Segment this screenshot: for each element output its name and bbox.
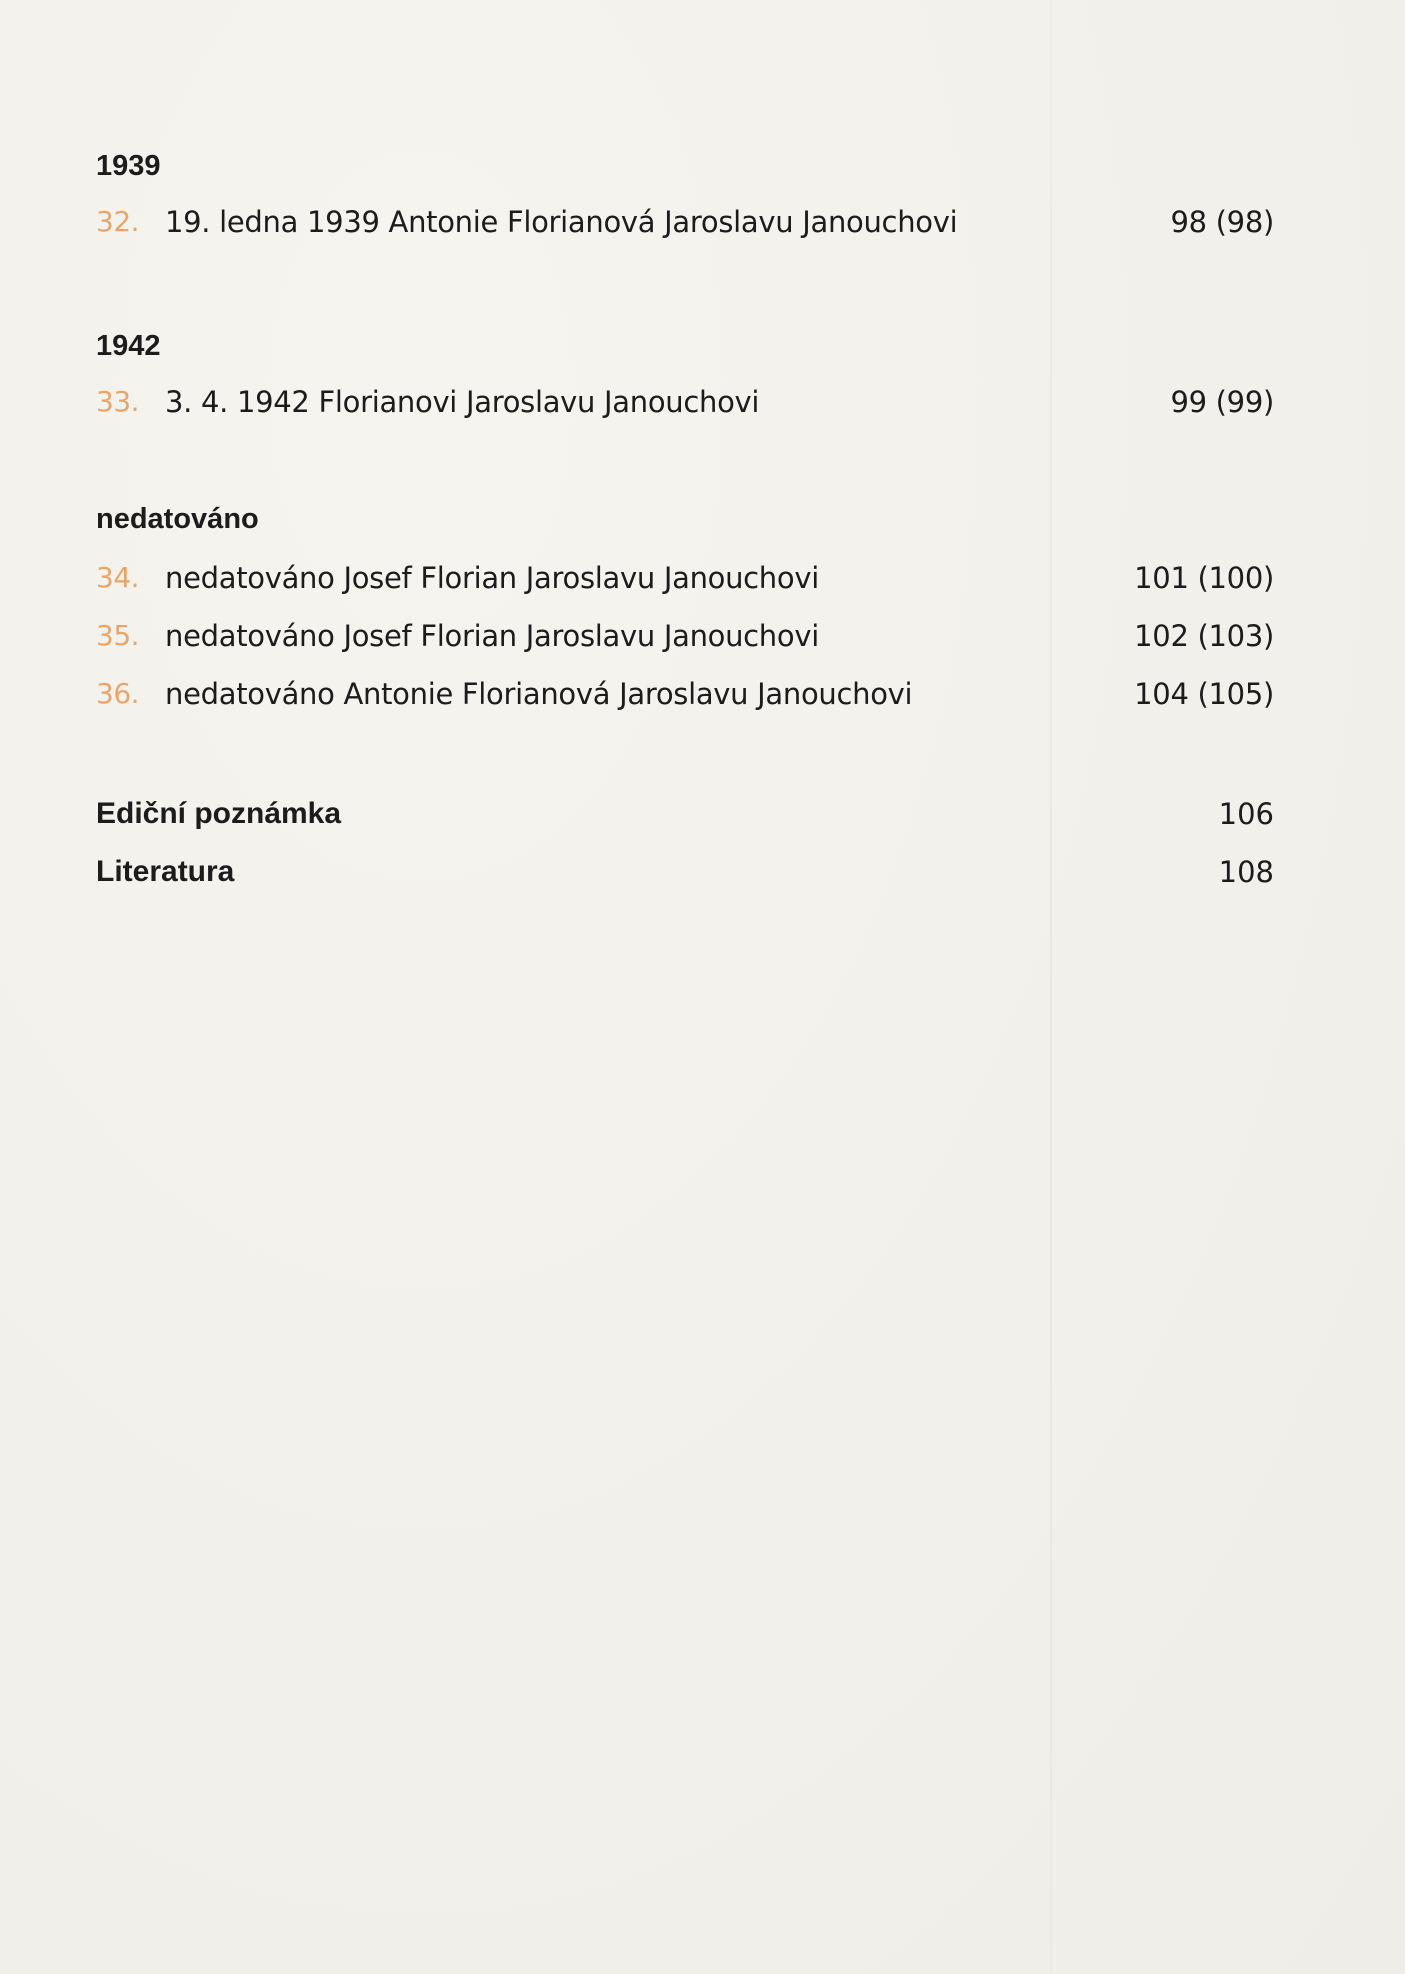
entry-page: 108 xyxy=(1218,855,1274,889)
toc-entry-editorial-note[interactable] xyxy=(96,797,1274,837)
entry-number: 35. xyxy=(96,619,140,652)
entry-page: 104 (105) xyxy=(1134,677,1274,711)
entry-title: Ediční poznámka xyxy=(96,797,342,830)
toc-entry[interactable] xyxy=(96,619,1274,659)
section-heading-undated: nedatováno xyxy=(96,503,259,535)
entry-page: 106 xyxy=(1218,797,1274,831)
toc-entry-literature[interactable] xyxy=(96,855,1274,895)
entry-page: 98 (98) xyxy=(1170,205,1274,239)
toc-entry[interactable] xyxy=(96,677,1274,717)
entry-page: 101 (100) xyxy=(1134,561,1274,595)
entry-number: 36. xyxy=(96,677,140,710)
entry-title: nedatováno Josef Florian Jaroslavu Janouchovi xyxy=(165,561,819,595)
entry-title: nedatováno Antonie Florianová Jaroslavu Janouchovi xyxy=(165,677,913,711)
entry-title: 3. 4. 1942 Florianovi Jaroslavu Janouchovi xyxy=(165,385,760,419)
page-fold-shadow xyxy=(1050,0,1052,1974)
toc-entry[interactable] xyxy=(96,385,1274,425)
section-heading-1939: 1939 xyxy=(96,150,161,182)
entry-title: nedatováno Josef Florian Jaroslavu Janouchovi xyxy=(165,619,819,653)
entry-title: 19. ledna 1939 Antonie Florianová Jaroslavu Janouchovi xyxy=(165,205,958,239)
entry-number: 34. xyxy=(96,561,140,594)
toc-entry[interactable] xyxy=(96,561,1274,601)
section-heading-1942: 1942 xyxy=(96,330,161,362)
entry-page: 99 (99) xyxy=(1170,385,1274,419)
entry-number: 32. xyxy=(96,205,140,238)
entry-page: 102 (103) xyxy=(1134,619,1274,653)
entry-number: 33. xyxy=(96,385,140,418)
toc-entry[interactable] xyxy=(96,205,1274,245)
entry-title: Literatura xyxy=(96,855,235,888)
